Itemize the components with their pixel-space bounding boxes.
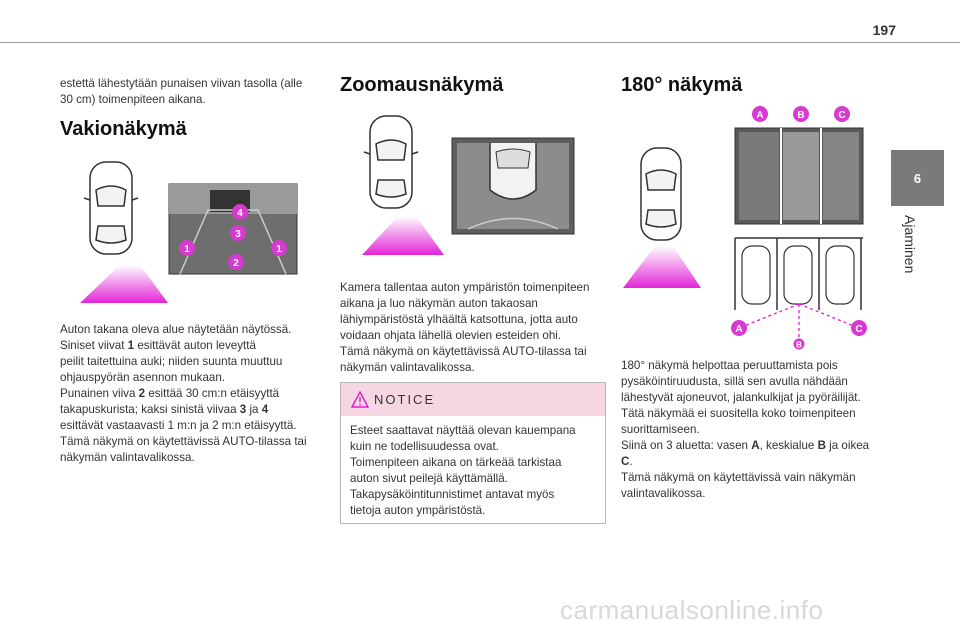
parked-car-icon — [742, 246, 854, 304]
camera-beam — [362, 216, 444, 255]
text-line: voidaan ohjata lähellä olevien esteiden ohi. — [340, 329, 562, 342]
header-divider — [0, 42, 960, 43]
guide-label-3-text: 3 — [235, 229, 241, 240]
standard-view-text — [60, 322, 307, 466]
bold-reference: 3 — [239, 403, 247, 416]
guide-label-1-right-text: 1 — [276, 244, 282, 255]
car-top-view-icon — [364, 116, 418, 208]
intro-line: estettä lähestytään punaisen viivan tasolla (alle — [60, 77, 303, 90]
text-line: 180° näkymä helpottaa peruuttamista pois — [621, 359, 838, 372]
text-line: kuin ne todellisuudessa ovat. — [350, 440, 499, 453]
car-top-view-icon — [641, 148, 681, 240]
text-line: Tämä näkymä on käytettävissä vain näkymän — [621, 471, 856, 484]
zone-c-label-bottom-text: C — [855, 324, 863, 335]
text-line: lähestyvät ajoneuvot, jalankulkijat ja pyöräilijät. — [621, 391, 861, 404]
standard-view-illustration — [60, 160, 310, 305]
text-line: Punainen viiva 2 esittää 30 cm:n etäisyyttä — [60, 387, 280, 400]
text-line: Siinä on 3 aluetta: vasen A, keskialue B ja oikea — [621, 439, 870, 452]
guide-label-4-text: 4 — [237, 208, 243, 219]
wide-view-heading: 180° näkymä — [621, 74, 743, 96]
text-line: pysäköintiruudusta, sillä sen avulla nähdään — [621, 375, 848, 388]
text-line: aikana ja luo näkymän auton takaosan — [340, 297, 538, 310]
bold-reference: 4 — [261, 403, 269, 416]
intro-paragraph — [60, 76, 302, 108]
notice-header — [341, 383, 605, 416]
chapter-tab[interactable]: 6 — [891, 150, 944, 206]
text-line: Takapysäköintitunnistimet antavat myös — [350, 488, 555, 501]
zone-a-label-top-text: A — [756, 110, 764, 121]
wide-view-illustration — [621, 100, 871, 350]
text-line: Esteet saattavat näyttää olevan kauempana — [350, 424, 576, 437]
text-line: Toimenpiteen aikana on tärkeää tarkistaa — [350, 456, 562, 469]
text-line: ohjauspyörän asennon mukaan. — [60, 371, 226, 384]
text-line: auton sivut peilejä käyttämällä. — [350, 472, 508, 485]
text-line: valintavalikossa. — [621, 487, 706, 500]
notice-text — [350, 423, 598, 519]
text-line: peilit taitettuina auki; niiden suunta muuttuu — [60, 355, 283, 368]
car-top-view-icon — [84, 162, 138, 254]
camera-beam — [80, 265, 168, 303]
text-line: näkymän valintavalikossa. — [340, 361, 475, 374]
page-number: 197 — [872, 22, 896, 38]
text-line: Tätä näkymää ei suositella koko toimenpiteen — [621, 407, 856, 420]
zone-b-label-top-text: B — [797, 110, 805, 121]
text-line: tietoja auton ympäristöstä. — [350, 504, 486, 517]
guide-label-1-left-text: 1 — [184, 244, 190, 255]
zone-a-label-bottom-text: A — [735, 324, 743, 335]
bold-reference: 2 — [138, 387, 146, 400]
notice-title: NOTICE — [374, 392, 436, 407]
text-line: Auton takana oleva alue näytetään näytössä. — [60, 323, 292, 336]
viewing-zone-lines — [739, 304, 859, 344]
text-line: C. — [621, 455, 633, 468]
bold-reference: C — [621, 455, 630, 468]
text-line: Tämä näkymä on käytettävissä AUTO-tilassa tai — [60, 435, 307, 448]
warning-icon — [351, 391, 369, 408]
text-line: näkymän valintavalikossa. — [60, 451, 195, 464]
zone-b-panel — [783, 132, 819, 220]
guide-label-2-text: 2 — [233, 258, 239, 269]
text-line: Siniset viivat 1 esittävät auton leveyttä — [60, 339, 256, 352]
wide-view-text — [621, 358, 869, 502]
zone-c-label-top-text: C — [838, 110, 846, 121]
bold-reference: 1 — [127, 339, 135, 352]
bold-reference: A — [751, 439, 760, 452]
text-line: Tämä näkymä on käytettävissä AUTO-tilassa tai — [340, 345, 587, 358]
zone-a-panel — [739, 132, 779, 220]
text-line: takapuskurista; kaksi sinistä viivaa 3 ja 4 — [60, 403, 269, 416]
standard-view-heading: Vakionäkymä — [60, 118, 187, 140]
notice-box — [340, 382, 606, 524]
text-line: lähiympäristöstä ylhäältä katsottuna, jotta auto — [340, 313, 578, 326]
zoom-view-text — [340, 280, 589, 376]
zoom-view-illustration — [340, 112, 590, 257]
zone-b-label-bottom-text: B — [796, 340, 802, 350]
zoom-view-heading: Zoomausnäkymä — [340, 74, 504, 96]
text-line: suorittamiseen. — [621, 423, 700, 436]
text-line: Kamera tallentaa auton ympäristön toimenpiteen — [340, 281, 590, 294]
zone-c-panel — [823, 132, 859, 220]
bold-reference: B — [817, 439, 826, 452]
chapter-title: Ajaminen — [902, 215, 918, 274]
watermark: carmanualsonline.info — [560, 595, 824, 625]
intro-line: 30 cm) toimenpiteen aikana. — [60, 93, 206, 106]
camera-beam — [623, 246, 701, 288]
text-line: esittävät vastaavasti 1 m:n ja 2 m:n etäisyyttä. — [60, 419, 297, 432]
